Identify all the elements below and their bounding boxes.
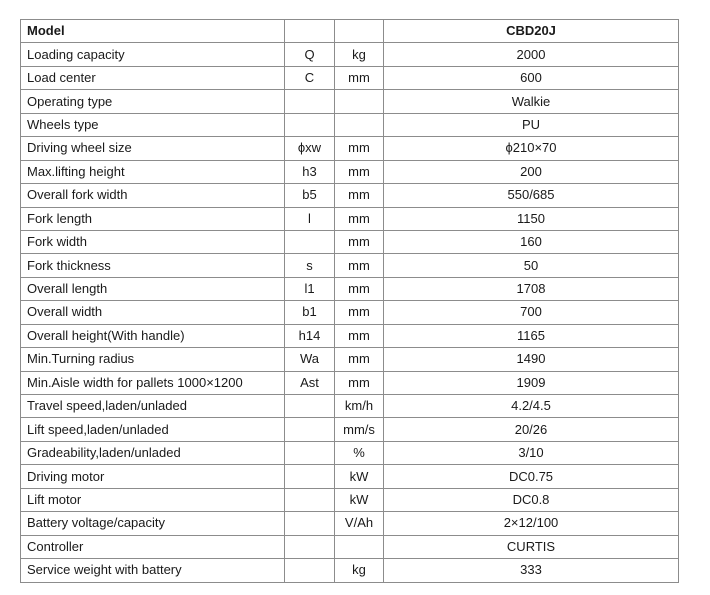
table-row: [21, 301, 679, 324]
header-unit-cell: [335, 20, 384, 43]
symbol-cell: s: [285, 254, 335, 277]
value-cell: 2000: [384, 43, 679, 66]
value-cell: 1909: [384, 371, 679, 394]
symbol-cell: [285, 441, 335, 464]
unit-cell: mm: [335, 207, 384, 230]
table-row: [21, 160, 679, 183]
value-cell: Walkie: [384, 90, 679, 113]
table-row: [21, 90, 679, 113]
unit-cell: mm: [335, 277, 384, 300]
table-row: [21, 418, 679, 441]
param-cell: Wheels type: [21, 113, 285, 136]
unit-cell: mm: [335, 324, 384, 347]
table-row: [21, 277, 679, 300]
param-cell: Overall height(With handle): [21, 324, 285, 347]
table-row: [21, 230, 679, 253]
unit-cell: mm: [335, 184, 384, 207]
header-model-value: CBD20J: [384, 20, 679, 43]
unit-cell: kW: [335, 488, 384, 511]
unit-cell: kg: [335, 559, 384, 582]
symbol-cell: [285, 113, 335, 136]
header-symbol-cell: [285, 20, 335, 43]
symbol-cell: C: [285, 66, 335, 89]
value-cell: CURTIS: [384, 535, 679, 558]
param-cell: Min.Turning radius: [21, 348, 285, 371]
param-cell: Operating type: [21, 90, 285, 113]
symbol-cell: Ast: [285, 371, 335, 394]
param-cell: Travel speed,laden/unladed: [21, 395, 285, 418]
value-cell: 2×12/100: [384, 512, 679, 535]
value-cell: 1150: [384, 207, 679, 230]
value-cell: 1490: [384, 348, 679, 371]
symbol-cell: Wa: [285, 348, 335, 371]
symbol-cell: [285, 395, 335, 418]
value-cell: PU: [384, 113, 679, 136]
symbol-cell: h3: [285, 160, 335, 183]
symbol-cell: ϕxw: [285, 137, 335, 160]
param-cell: Overall width: [21, 301, 285, 324]
unit-cell: mm: [335, 371, 384, 394]
value-cell: 4.2/4.5: [384, 395, 679, 418]
value-cell: 700: [384, 301, 679, 324]
spec-table: [20, 19, 679, 583]
value-cell: 200: [384, 160, 679, 183]
table-row: [21, 43, 679, 66]
param-cell: Battery voltage/capacity: [21, 512, 285, 535]
table-row: [21, 465, 679, 488]
param-cell: Gradeability,laden/unladed: [21, 441, 285, 464]
unit-cell: mm: [335, 348, 384, 371]
value-cell: 3/10: [384, 441, 679, 464]
param-cell: Service weight with battery: [21, 559, 285, 582]
symbol-cell: [285, 90, 335, 113]
value-cell: 600: [384, 66, 679, 89]
value-cell: 333: [384, 559, 679, 582]
value-cell: 1165: [384, 324, 679, 347]
table-row: [21, 488, 679, 511]
symbol-cell: l: [285, 207, 335, 230]
symbol-cell: b1: [285, 301, 335, 324]
unit-cell: V/Ah: [335, 512, 384, 535]
table-row: [21, 395, 679, 418]
unit-cell: %: [335, 441, 384, 464]
header-row: [21, 20, 679, 43]
unit-cell: mm: [335, 230, 384, 253]
param-cell: Max.lifting height: [21, 160, 285, 183]
value-cell: DC0.75: [384, 465, 679, 488]
unit-cell: mm: [335, 301, 384, 324]
table-row: [21, 441, 679, 464]
header-model-label: Model: [21, 20, 285, 43]
unit-cell: mm: [335, 66, 384, 89]
table-row: [21, 348, 679, 371]
param-cell: Min.Aisle width for pallets 1000×1200: [21, 371, 285, 394]
param-cell: Fork thickness: [21, 254, 285, 277]
param-cell: Fork width: [21, 230, 285, 253]
unit-cell: mm: [335, 137, 384, 160]
symbol-cell: l1: [285, 277, 335, 300]
symbol-cell: h14: [285, 324, 335, 347]
value-cell: 50: [384, 254, 679, 277]
param-cell: Lift motor: [21, 488, 285, 511]
symbol-cell: Q: [285, 43, 335, 66]
unit-cell: kg: [335, 43, 384, 66]
table-row: [21, 66, 679, 89]
param-cell: Driving motor: [21, 465, 285, 488]
value-cell: ϕ210×70: [384, 137, 679, 160]
spec-body: [21, 43, 679, 582]
table-row: [21, 371, 679, 394]
param-cell: Fork length: [21, 207, 285, 230]
table-row: [21, 535, 679, 558]
symbol-cell: [285, 418, 335, 441]
unit-cell: mm: [335, 254, 384, 277]
symbol-cell: [285, 465, 335, 488]
symbol-cell: b5: [285, 184, 335, 207]
symbol-cell: [285, 559, 335, 582]
unit-cell: [335, 90, 384, 113]
unit-cell: [335, 113, 384, 136]
unit-cell: kW: [335, 465, 384, 488]
table-row: [21, 137, 679, 160]
unit-cell: [335, 535, 384, 558]
value-cell: 550/685: [384, 184, 679, 207]
value-cell: 160: [384, 230, 679, 253]
param-cell: Overall fork width: [21, 184, 285, 207]
unit-cell: mm/s: [335, 418, 384, 441]
param-cell: Overall length: [21, 277, 285, 300]
param-cell: Load center: [21, 66, 285, 89]
unit-cell: mm: [335, 160, 384, 183]
symbol-cell: [285, 512, 335, 535]
unit-cell: km/h: [335, 395, 384, 418]
param-cell: Lift speed,laden/unladed: [21, 418, 285, 441]
value-cell: DC0.8: [384, 488, 679, 511]
table-row: [21, 254, 679, 277]
symbol-cell: [285, 488, 335, 511]
table-row: [21, 559, 679, 582]
table-row: [21, 324, 679, 347]
param-cell: Controller: [21, 535, 285, 558]
symbol-cell: [285, 535, 335, 558]
param-cell: Driving wheel size: [21, 137, 285, 160]
table-row: [21, 207, 679, 230]
table-row: [21, 113, 679, 136]
value-cell: 20/26: [384, 418, 679, 441]
table-row: [21, 184, 679, 207]
table-row: [21, 512, 679, 535]
value-cell: 1708: [384, 277, 679, 300]
param-cell: Loading capacity: [21, 43, 285, 66]
symbol-cell: [285, 230, 335, 253]
